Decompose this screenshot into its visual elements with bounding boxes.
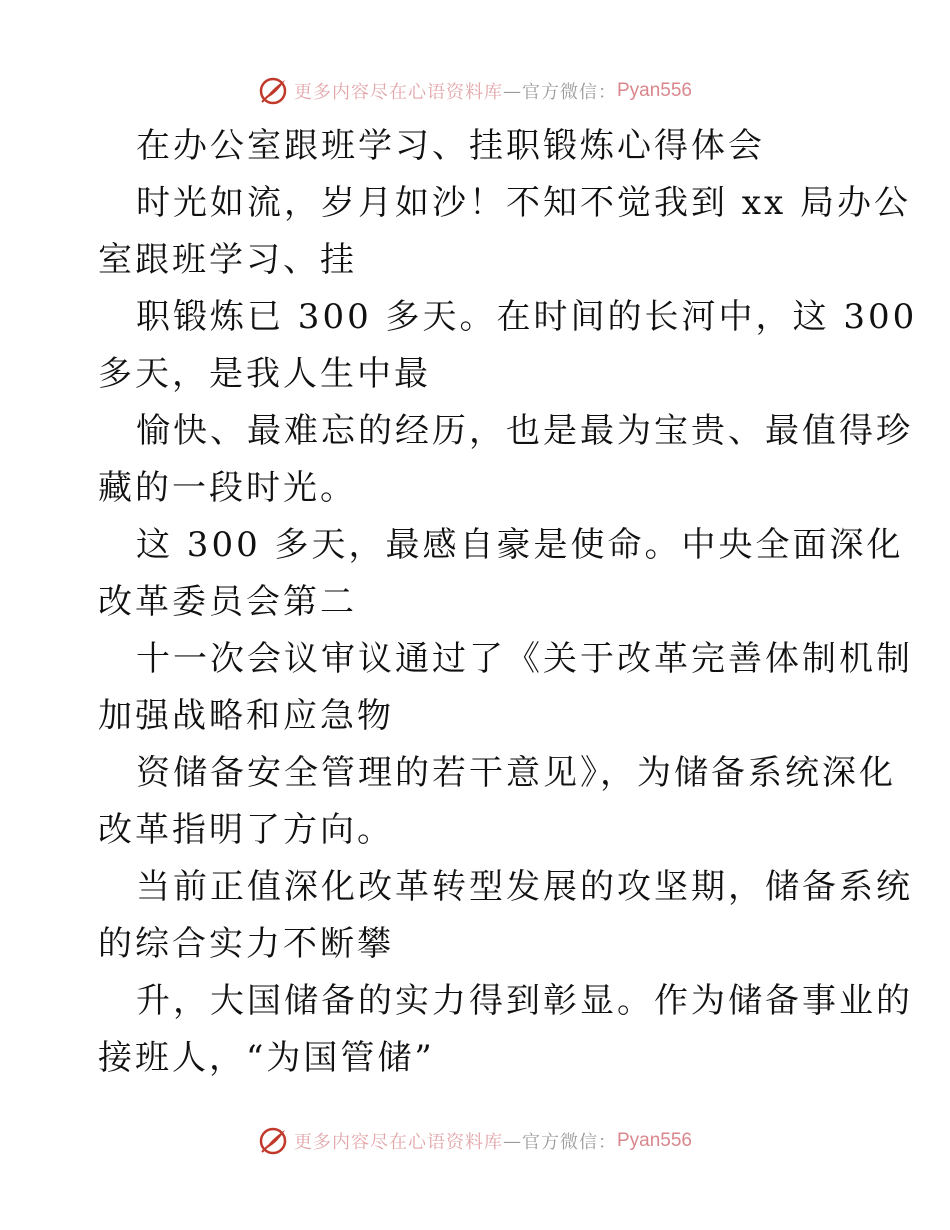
feather-quill-icon [258,76,288,106]
text-line: 加强战略和应急物 [98,696,394,736]
text-line: 升，大国储备的实力得到彰显。作为储备事业的 [136,981,913,1021]
text-line: 这 300 多天，最感自豪是使命。中央全面深化 [136,525,904,565]
banner-main-text: 更多内容尽在心语资料库 [293,82,503,103]
banner-wechat-id: Pyan556 [616,1130,692,1151]
text-line: 时光如流，岁月如沙！不知不觉我到 xx 局办公 [136,183,911,223]
header-watermark-banner [0,71,950,111]
banner-wechat-id: Pyan556 [616,80,692,101]
text-line: 的综合实力不断攀 [98,924,394,964]
footer-watermark-banner [0,1121,950,1161]
text-line: 愉快、最难忘的经历，也是最为宝贵、最值得珍 [136,411,913,451]
text-line: 改革指明了方向。 [98,810,394,850]
text-line: 职锻炼已 300 多天。在时间的长河中，这 300 [136,297,918,337]
text-line: 当前正值深化改革转型发展的攻坚期，储备系统 [136,867,913,907]
banner-dash: — [502,1130,522,1152]
document-title: 在办公室跟班学习、挂职锻炼心得体会 [136,126,765,166]
text-line: 改革委员会第二 [98,582,357,622]
text-line: 接班人，“为国管储” [98,1038,435,1078]
banner-sub-text: 官方微信： [521,82,617,103]
text-line: 十一次会议审议通过了《关于改革完善体制机制 [136,639,913,679]
document-body [98,118,918,1087]
text-line: 室跟班学习、挂 [98,240,357,280]
banner-sub-text: 官方微信： [521,1132,617,1153]
banner-main-text: 更多内容尽在心语资料库 [293,1132,503,1153]
text-line: 藏的一段时光。 [98,468,357,508]
text-line: 资储备安全管理的若干意见》，为储备系统深化 [136,753,896,793]
feather-quill-icon [258,1126,288,1156]
banner-dash: — [502,80,522,102]
text-line: 多天，是我人生中最 [98,354,431,394]
